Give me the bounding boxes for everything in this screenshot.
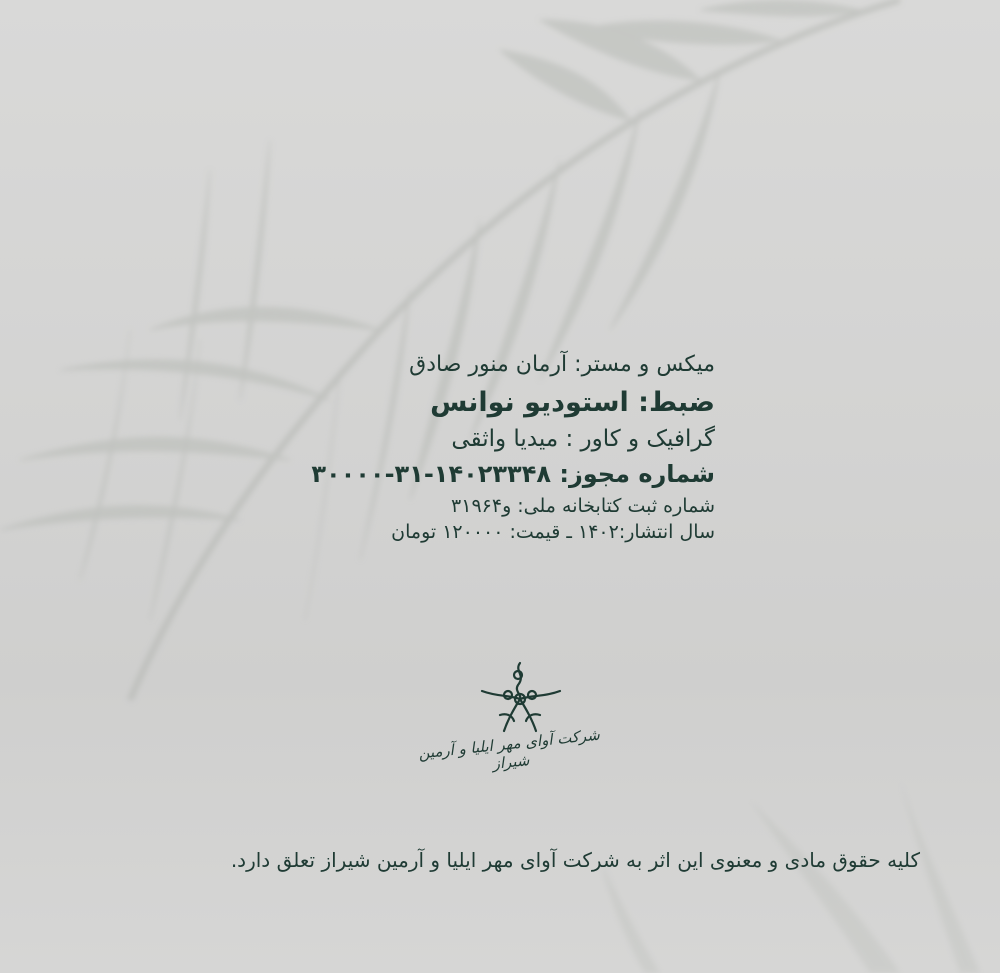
- library-registration: شماره ثبت کتابخانه ملی: و۳۱۹۶۴: [451, 495, 715, 518]
- recording-credit: ضبط: استودیو نوانس: [430, 387, 715, 419]
- flower-star-icon: [470, 655, 570, 735]
- company-name: شرکت آوای مهر ایلیا و آرمین شیراز: [417, 725, 601, 773]
- year-price: سال انتشار:۱۴۰۲ ـ قیمت: ۱۲۰۰۰۰ تومان: [391, 521, 715, 544]
- license-number: شماره مجوز: ۱۴۰۲۳۳۴۸-۳۱-۳۰۰۰۰: [311, 459, 715, 488]
- copyright-notice: کلیه حقوق مادی و معنوی این اثر به شرکت آوای مهر ایلیا و آرمین شیراز تعلق دارد.: [230, 848, 920, 872]
- mix-master-credit: میکس و مستر: آرمان منور صادق: [409, 352, 715, 377]
- graphic-cover-credit: گرافیک و کاور : میدیا واثقی: [451, 426, 715, 453]
- credits-block: [255, 352, 715, 544]
